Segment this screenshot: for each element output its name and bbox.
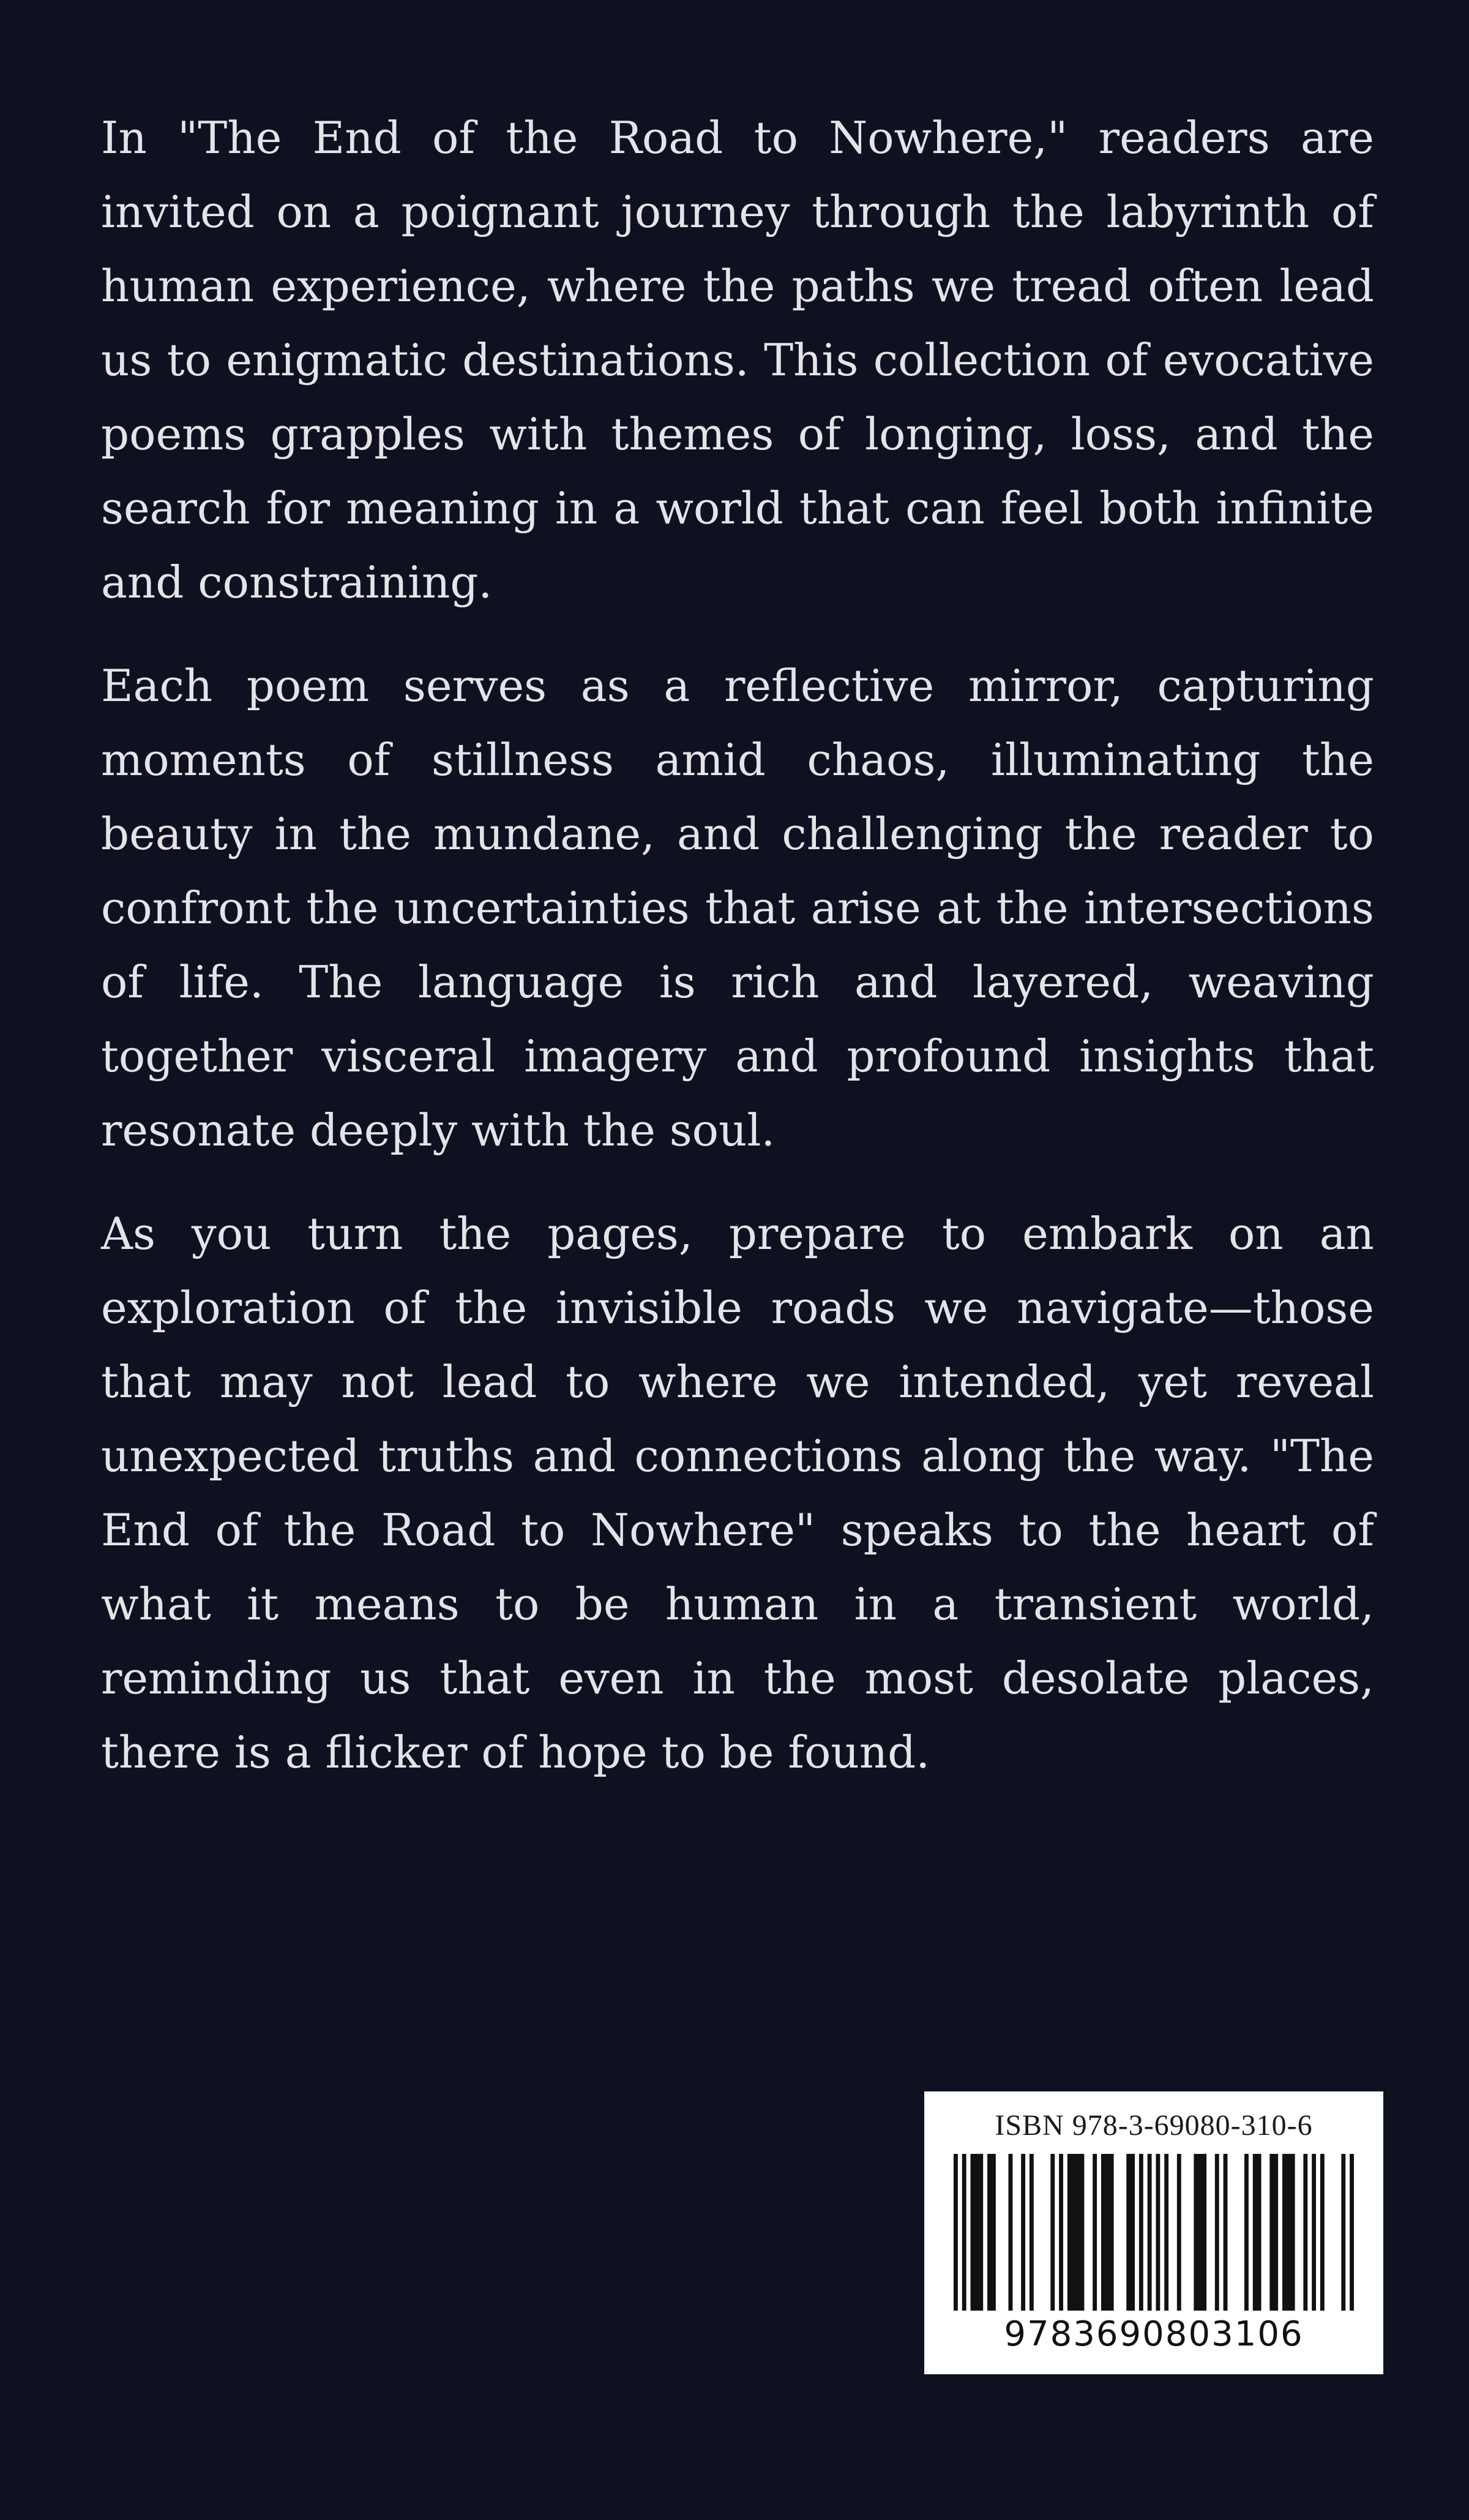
ean-number: 9783690803106: [1004, 2314, 1304, 2354]
barcode-bar: [1303, 2154, 1307, 2311]
barcode-bar: [1282, 2154, 1295, 2311]
barcode-bars: [954, 2154, 1354, 2311]
barcode-bar: [1164, 2154, 1168, 2311]
barcode-bar: [1008, 2154, 1012, 2311]
isbn-barcode-box: [924, 2091, 1383, 2374]
description-paragraph-1: In "The End of the Road to Nowhere," readers are invited on a poignant journey through the labyrinth of human experience, where the paths we tread often lead us to enigmatic destinations. This collection of evocative poems grapples with themes of longing, loss, and the search for meaning in a world that can feel both infinite and constraining.: [101, 112, 1374, 608]
description-paragraph-3: As you turn the pages, prepare to embark on an exploration of the invisible roads we navigate—those that may not lead to where we intended, yet reveal unexpected truths and connections along the way. "The End of the Road to Nowhere" speaks to the heart of what it means to be human in a transient world, reminding us that even in the most desolate places, there is a flicker of hope to be found.: [101, 1208, 1374, 1778]
barcode-bar: [1156, 2154, 1160, 2311]
barcode-bar: [1269, 2154, 1278, 2311]
barcode-bar: [1050, 2154, 1055, 2311]
barcode-bar: [1126, 2154, 1135, 2311]
barcode-bar: [1194, 2154, 1206, 2311]
barcode-bar: [1350, 2154, 1354, 2311]
barcode-bar: [962, 2154, 966, 2311]
barcode-bar: [1224, 2154, 1228, 2311]
barcode-bar: [1320, 2154, 1325, 2311]
book-description: [101, 101, 1374, 1819]
barcode-bar: [1093, 2154, 1097, 2311]
barcode-bar: [1139, 2154, 1143, 2311]
barcode-bar: [954, 2154, 958, 2311]
barcode-bar: [1177, 2154, 1181, 2311]
barcode-bar: [1244, 2154, 1249, 2311]
isbn-label: ISBN 978-3-69080-310-6: [995, 2109, 1313, 2142]
barcode-bar: [1021, 2154, 1025, 2311]
barcode-bar: [1253, 2154, 1262, 2311]
barcode-bar: [1067, 2154, 1085, 2311]
barcode-bar: [1030, 2154, 1034, 2311]
barcode-bar: [987, 2154, 996, 2311]
barcode-bar: [1312, 2154, 1316, 2311]
barcode-bar: [1148, 2154, 1152, 2311]
description-paragraph-2: Each poem serves as a reflective mirror, capturing moments of stillness amid chaos, illuminating the beauty in the mundane, and challenging the reader to confront the uncertainties that arise at the intersections of life. The language is rich and layered, weaving together visceral imagery and profound insights that resonate deeply with the soul.: [101, 660, 1374, 1156]
barcode-bar: [971, 2154, 984, 2311]
barcode-bar: [1101, 2154, 1114, 2311]
barcode-bar: [1341, 2154, 1345, 2311]
barcode-bar: [1215, 2154, 1219, 2311]
barcode-bar: [1059, 2154, 1063, 2311]
